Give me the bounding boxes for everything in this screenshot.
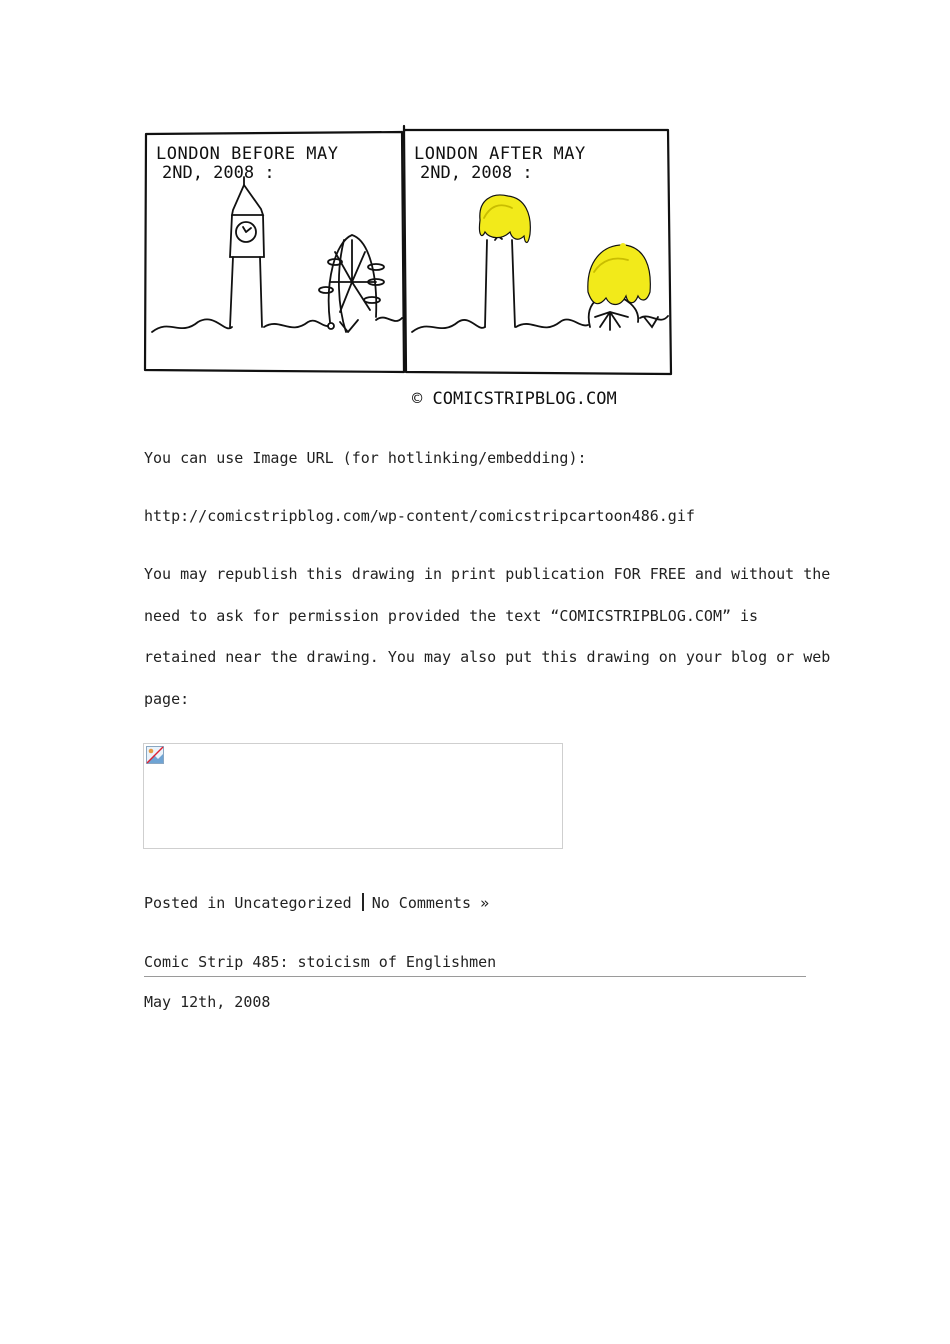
comic-strip-image: [140, 122, 680, 414]
post-title-text[interactable]: Comic Strip 485: stoicism of Englishmen: [144, 953, 497, 971]
license-line: You may republish this drawing in print publication FOR FREE and without the: [144, 565, 831, 583]
right-caption-line2: 2ND, 2008 :: [420, 163, 533, 183]
comments-link[interactable]: No Comments »: [371, 894, 490, 912]
license-line: need to ask for permission provided the text “COMICSTRIPBLOG.COM” is: [144, 606, 759, 625]
tower-hair: [479, 195, 530, 243]
meta-separator: [362, 893, 364, 911]
license-line: retained near the drawing. You may also put this drawing on your blog or web: [144, 648, 831, 666]
license-line: page:: [144, 689, 190, 708]
london-eye: [319, 235, 384, 332]
broken-image-icon: [146, 746, 164, 764]
left-river-waves: [152, 318, 402, 332]
left-caption-line1: LONDON BEFORE MAY: [156, 144, 339, 164]
image-url-intro: You can use Image URL (for hotlinking/embedding):: [144, 449, 587, 467]
left-caption-line2: 2ND, 2008 :: [162, 163, 275, 183]
image-url[interactable]: http://comicstripblog.com/wp-content/comicstripcartoon486.gif: [144, 507, 695, 525]
license-paragraph: [144, 564, 831, 730]
post-meta: [144, 893, 489, 913]
post-title[interactable]: [144, 952, 806, 977]
right-caption-line1: LONDON AFTER MAY: [414, 144, 586, 164]
post-date: May 12th, 2008: [144, 993, 271, 1011]
copyright-caption: © COMICSTRIPBLOG.COM: [412, 389, 617, 409]
embed-code-box[interactable]: [143, 743, 563, 849]
posted-in-label: Posted in: [144, 894, 226, 912]
right-river-waves: [412, 316, 668, 332]
wheel-hair: [588, 245, 650, 305]
tower-with-hair: [479, 195, 530, 327]
big-ben-tower: [230, 177, 264, 327]
category-link[interactable]: Uncategorized: [234, 894, 352, 912]
